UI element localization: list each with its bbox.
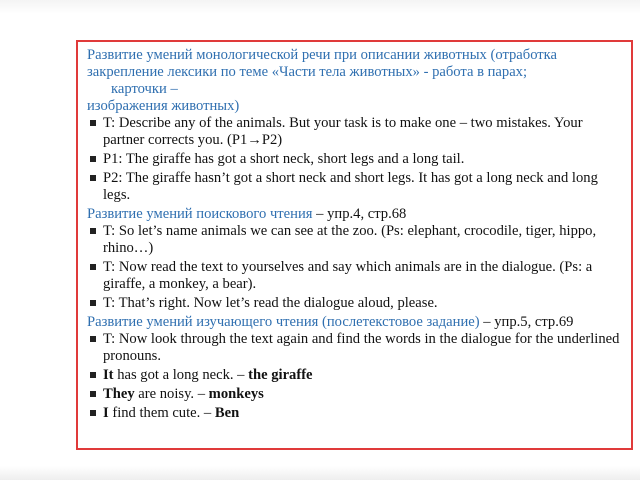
section3-heading-title: Развитие умений изучающего чтения (послетекстовое задание) (87, 314, 480, 330)
list-item (87, 405, 627, 422)
answer: monkeys (208, 386, 264, 402)
section2-heading-ref: – упр.4, стр.68 (312, 206, 407, 222)
section2-heading (87, 206, 627, 223)
sentence-text: has got a long neck. – (113, 367, 249, 383)
list-item: T: That’s right. Now let’s read the dialogue aloud, please. (87, 295, 627, 312)
list-item (87, 367, 627, 384)
section3-heading-ref: – упр.5, стр.69 (479, 314, 574, 330)
answer: the giraffe (248, 367, 313, 383)
answer: Ben (214, 405, 240, 421)
pronoun: It (103, 367, 114, 383)
section3-heading (87, 314, 627, 331)
list-item (87, 386, 627, 403)
pronoun: They (103, 386, 135, 402)
slide-content (87, 47, 627, 424)
list-item: T: Now look through the text again and find the words in the dialogue for the underlined pronouns. (87, 331, 627, 365)
pronoun: I (103, 405, 109, 421)
list-item: P1: The giraffe has got a short neck, short legs and a long tail. (87, 151, 627, 168)
list-item: T: So let’s name animals we can see at the zoo. (Ps: elephant, crocodile, tiger, hippo, rhino…) (87, 223, 627, 257)
section1-heading-line4: изображения животных) (87, 98, 240, 114)
section1-heading (87, 47, 627, 115)
section1-heading-line1: Развитие умений монологической речи при описании животных (отработка (87, 47, 558, 63)
sentence-text: find them cute. – (108, 405, 215, 421)
list-item: T: Now read the text to yourselves and say which animals are in the dialogue. (Ps: a giraffe, a monkey, a bear). (87, 259, 627, 293)
list-item: T: Describe any of the animals. But your task is to make one – two mistakes. Your partner corrects you. (P1→P2) (87, 115, 627, 149)
section1-heading-line2: закрепление лексики по теме «Части тела животных» - работа в парах; (87, 64, 528, 80)
section3-list (87, 331, 627, 422)
section1-list (87, 115, 627, 204)
list-item: P2: The giraffe hasn’t got a short neck and short legs. It has got a long neck and long legs. (87, 170, 627, 204)
section2-list (87, 223, 627, 312)
sentence-text: are noisy. – (134, 386, 209, 402)
section1-heading-line3: карточки – (111, 81, 178, 97)
section2-heading-title: Развитие умений поискового чтения (87, 206, 313, 222)
